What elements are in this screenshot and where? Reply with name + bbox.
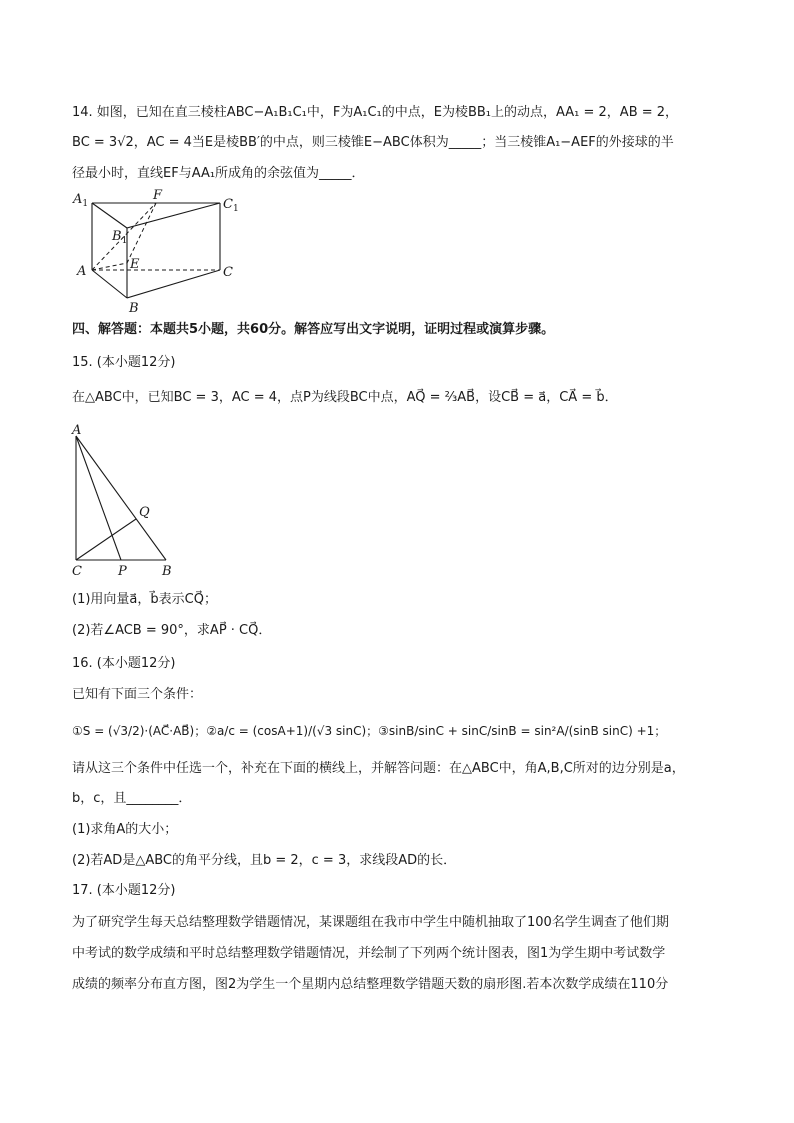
q14-line-2: BC = 3√2，AC = 4当E是棱BB′的中点，则三棱锥E−ABC体积为_____；当三棱锥A₁−AEF的外接球的半 [72, 135, 674, 150]
label-q: Q [139, 505, 150, 520]
q16-heading: 16. (本小题12分) [72, 656, 176, 671]
q16-ask-line-1: 请从这三个条件中任选一个，补充在下面的横线上，并解答问题：在△ABC中，角A,B,C所对的边分别是a， [72, 761, 685, 776]
label-f: F [153, 188, 163, 203]
q17-heading: 17. (本小题12分) [72, 883, 176, 898]
q15-heading: 15. (本小题12分) [72, 355, 176, 370]
label-a1: $A_1$ [73, 192, 89, 209]
q15-stem: 在△ABC中，已知BC = 3，AC = 4，点P为线段BC中点，AQ⃗ = ⅔AB⃗，设CB⃗ = a⃗，CA⃗ = b⃗． [72, 390, 618, 405]
q17-line-1: 为了研究学生每天总结整理数学错题情况，某课题组在我市中学生中随机抽取了100名学生调查了他们期 [72, 915, 669, 930]
q16-ask-line-2: b，c，且________． [72, 791, 192, 806]
q14-line-1: 14. 如图，已知在直三棱柱ABC−A₁B₁C₁中，F为A₁C₁的中点，E为棱BB₁上的动点，AA₁ = 2，AB = 2， [72, 105, 679, 120]
q15-part-2: (2)若∠ACB = 90°，求AP⃗ · CQ⃗． [72, 623, 272, 638]
label-a: A [72, 423, 82, 438]
section-heading: 四、解答题：本题共5小题，共60分。解答应写出文字说明，证明过程或演算步骤。 [72, 322, 555, 337]
q16-part-2: (2)若AD是△ABC的角平分线，且b = 2，c = 3，求线段AD的长． [72, 853, 457, 868]
label-a: A [77, 264, 87, 279]
triangle-figure [66, 422, 186, 580]
q14-line-3: 径最小时，直线EF与AA₁所成角的余弦值为_____． [72, 166, 365, 181]
prism-figure [70, 188, 245, 316]
q17-line-2: 中考试的数学成绩和平时总结整理数学错题情况，并绘制了下列两个统计图表，图1为学生期中考试数学 [72, 946, 666, 961]
label-b1: $B_1$ [112, 229, 128, 246]
q17-line-3: 成绩的频率分布直方图，图2为学生一个星期内总结整理数学错题天数的扇形图.若本次数学成绩在110分 [72, 977, 669, 992]
label-c: C [223, 265, 233, 280]
label-c1: $C_1$ [223, 197, 239, 214]
q16-intro: 已知有下面三个条件： [72, 687, 203, 702]
label-e: E [130, 257, 140, 272]
q16-conditions: ①S = (√3/2)·(AC⃗·AB⃗)；②a/c = (cosA+1)/(√3 sinC)；③sinB/sinC + sinC/sinB = sin²A/(sinB sinC) +1； [72, 724, 667, 738]
label-p: P [118, 564, 127, 579]
label-b: B [129, 301, 139, 316]
q16-part-1: (1)求角A的大小； [72, 822, 178, 837]
label-c: C [72, 564, 82, 579]
label-b: B [162, 564, 172, 579]
q15-part-1: (1)用向量a⃗，b⃗表示CQ⃗； [72, 592, 217, 607]
